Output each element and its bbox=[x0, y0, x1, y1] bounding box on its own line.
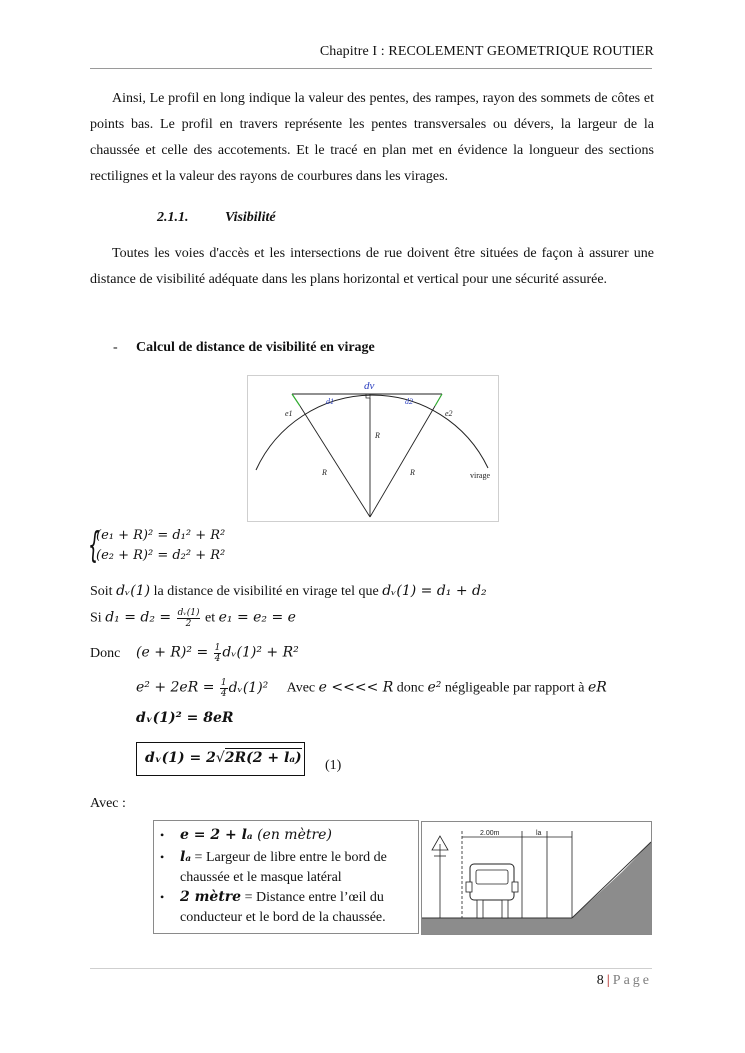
footer-separator: | bbox=[606, 973, 610, 988]
page-footer bbox=[597, 973, 652, 989]
section-heading bbox=[157, 210, 276, 226]
boxed-formula bbox=[136, 742, 305, 776]
system-equation-1: (e₁ + R)² = d₁² + R² bbox=[96, 528, 226, 543]
radius-label-right: R bbox=[410, 468, 415, 477]
e2-label: e2 bbox=[445, 409, 453, 418]
d1-label: d1 bbox=[326, 397, 334, 406]
donc-rhs: dᵥ(1)² + R² bbox=[222, 644, 299, 661]
soit-dv: dᵥ(1) bbox=[116, 583, 151, 599]
result-equation: dᵥ(1)² = 8eR bbox=[136, 710, 234, 726]
step-condition: e <<<< R bbox=[318, 679, 394, 696]
step-fraction bbox=[220, 678, 228, 699]
step-e-squared: e² bbox=[427, 679, 442, 696]
definition-symbol: lₐ bbox=[180, 849, 192, 865]
chapter-header: Chapitre I : RECOLEMENT GEOMETRIQUE ROUTIER bbox=[319, 44, 654, 59]
si-label: Si bbox=[90, 610, 106, 626]
donc-line bbox=[90, 643, 299, 664]
definitions-box bbox=[153, 820, 419, 934]
si-rhs: e₁ = e₂ = e bbox=[218, 609, 296, 626]
soit-middle-text: la distance de visibilité en virage tel que bbox=[150, 584, 383, 599]
e1-label: e1 bbox=[285, 409, 293, 418]
avec-label: Avec : bbox=[90, 796, 126, 811]
footer-divider bbox=[90, 968, 652, 969]
si-fraction-den: 2 bbox=[185, 619, 192, 629]
brace-icon: { bbox=[88, 525, 100, 566]
road-dim-left: 2.00m bbox=[480, 830, 500, 837]
page-number: 8 bbox=[596, 973, 604, 988]
definition-text bbox=[180, 847, 412, 888]
donc-fraction bbox=[214, 643, 222, 664]
step-fraction-den: 4 bbox=[220, 689, 227, 699]
sqrt-icon: √ bbox=[215, 750, 225, 766]
car-icon bbox=[466, 864, 518, 918]
curve-visibility-figure bbox=[247, 375, 499, 522]
boxed-root: 2R(2 + lₐ) bbox=[224, 750, 302, 766]
definition-text bbox=[180, 887, 412, 928]
virage-label: virage bbox=[470, 471, 490, 480]
soit-label: Soit bbox=[90, 584, 117, 599]
section-number: 2.1.1. bbox=[157, 210, 189, 225]
si-et: et bbox=[201, 610, 219, 626]
donc-fraction-den: 4 bbox=[214, 654, 221, 664]
equation-number: (1) bbox=[325, 758, 342, 773]
boxed-lhs: dᵥ(1) = 2 bbox=[145, 750, 216, 766]
bullet-icon: • bbox=[160, 890, 165, 904]
boxed-formula-content bbox=[145, 750, 302, 767]
header-divider bbox=[90, 68, 652, 69]
section-title: Visibilité bbox=[225, 210, 276, 225]
bullet-icon: • bbox=[160, 850, 165, 864]
donc-lhs: (e + R)² = bbox=[136, 644, 213, 661]
soit-expression: dᵥ(1) = d₁ + d₂ bbox=[382, 583, 487, 599]
si-lhs: d₁ = d₂ = bbox=[105, 609, 176, 626]
definition-text bbox=[180, 825, 412, 846]
definition-body: = Largeur de libre entre le bord de chaussée et le masque latéral bbox=[180, 850, 387, 885]
step-rhs: dᵥ(1)² bbox=[228, 679, 269, 696]
definition-symbol: e = 2 + lₐ bbox=[180, 827, 253, 843]
step-negligeable: négligeable par rapport à bbox=[441, 680, 588, 696]
bullet-heading-text: Calcul de distance de visibilité en virage bbox=[136, 340, 375, 355]
radius-label-left: R bbox=[322, 468, 327, 477]
bullet-dash: - bbox=[113, 340, 118, 355]
bullet-icon: • bbox=[160, 828, 165, 842]
intro-paragraph: Ainsi, Le profil en long indique la valeur des pentes, des rampes, rayon des sommets de côtes et points bas. Le profil en travers représente les pentes transversales ou dévers, la largeur de la chaussée et celle des accotements. Et le tracé en plan met en évidence la longueur des sections rectilignes et la valeur des rayons de courbures dans les virages. bbox=[90, 91, 654, 184]
road-cross-section-figure bbox=[421, 821, 652, 935]
radius-label-center: R bbox=[375, 431, 380, 440]
road-cross-section-diagram bbox=[422, 822, 651, 934]
visibility-paragraph: Toutes les voies d'accès et les intersections de rue doivent être situées de façon à assurer une distance de visibilité adéquate dans les plans horizontal et vertical pour une sécurité assurée. bbox=[90, 246, 654, 287]
road-dim-right: la bbox=[536, 830, 542, 837]
definition-body: = Distance entre l’œil du conducteur et le bord de la chaussée. bbox=[180, 890, 386, 925]
page-label: Page bbox=[612, 973, 652, 988]
donc-fraction-num: 1 bbox=[214, 643, 221, 653]
step-avec: Avec bbox=[286, 680, 319, 696]
d2-label: d2 bbox=[405, 397, 413, 406]
curve-diagram bbox=[248, 376, 498, 521]
result-line bbox=[136, 710, 234, 727]
si-fraction bbox=[177, 608, 201, 629]
signpost-icon bbox=[432, 836, 448, 918]
definition-symbol: 2 mètre bbox=[180, 889, 242, 905]
simplification-line bbox=[136, 678, 607, 699]
soit-line bbox=[90, 583, 487, 600]
donc-label: Donc bbox=[90, 645, 121, 661]
step-eR: eR bbox=[587, 679, 607, 696]
dv-label: dv bbox=[364, 380, 375, 392]
si-line bbox=[90, 608, 296, 629]
step-lhs: e² + 2eR = bbox=[136, 679, 219, 696]
step-donc: donc bbox=[393, 680, 428, 696]
step-fraction-num: 1 bbox=[220, 678, 227, 688]
system-equation-2: (e₂ + R)² = d₂² + R² bbox=[96, 548, 226, 563]
definition-body: (en mètre) bbox=[252, 827, 332, 843]
si-fraction-num: dᵥ(1) bbox=[177, 608, 200, 618]
bullet-heading bbox=[113, 340, 375, 356]
